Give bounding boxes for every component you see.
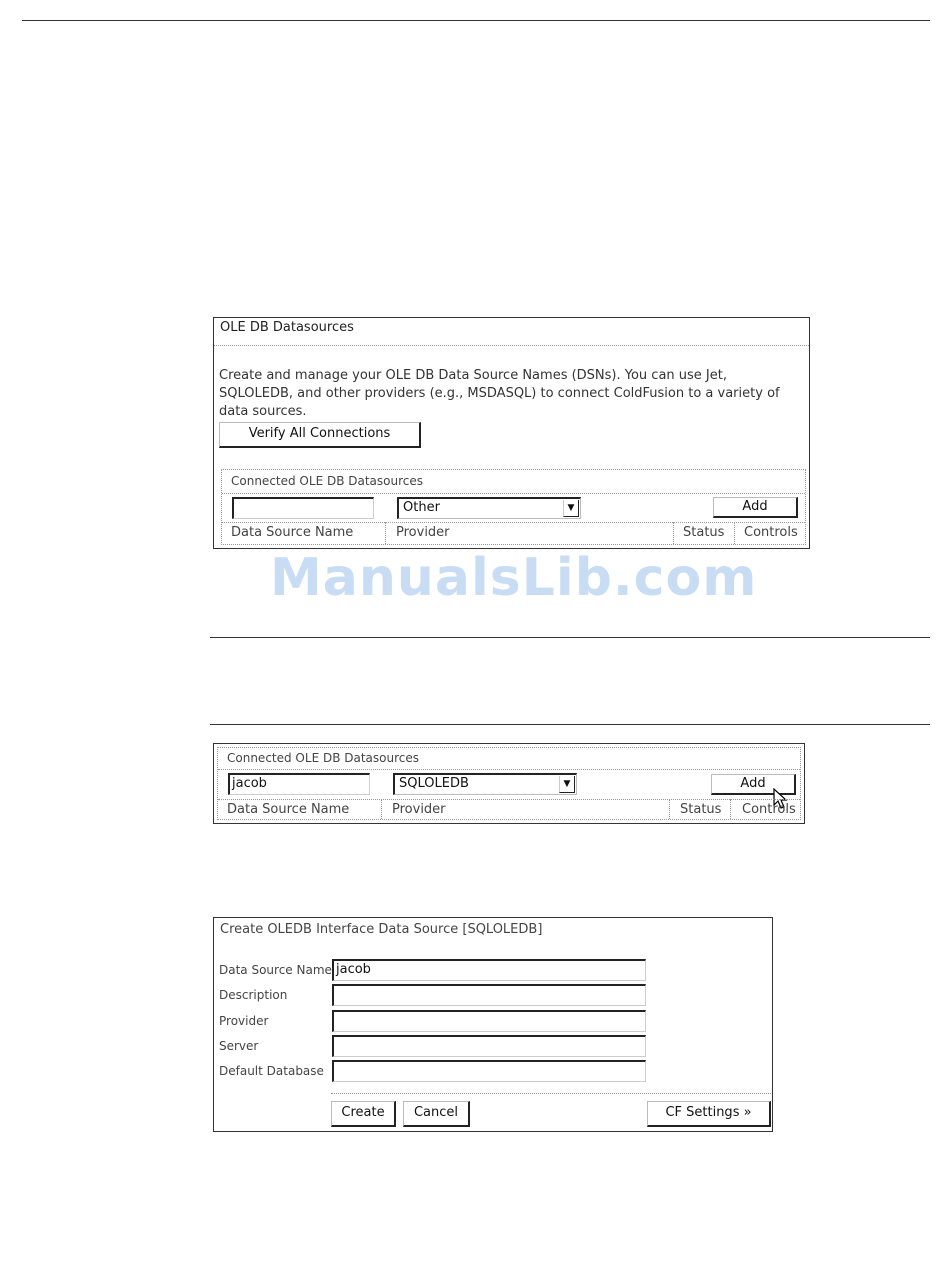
data-source-name-input[interactable] [332,959,646,981]
field-label-provider: Provider [219,1014,269,1028]
chevron-down-icon: ▼ [563,500,579,517]
col-data-source-name: Data Source Name [227,802,350,817]
button-bar-divider [331,1093,771,1094]
ole-datasources-panel [213,317,810,549]
provider-input[interactable] [332,1010,646,1032]
selected-provider: SQLOLEDB [399,776,469,791]
panel-title: OLE DB Datasources [220,320,354,335]
group-title: Connected OLE DB Datasources [231,474,423,488]
field-label-server: Server [219,1039,259,1053]
connected-datasources-group [217,747,801,820]
col-controls: Controls [744,525,798,540]
col-status: Status [680,802,722,817]
col-controls: Controls [742,802,796,817]
group-title: Connected OLE DB Datasources [227,751,419,765]
panel-description: Create and manage your OLE DB Data Source Names (DSNs). You can use Jet, SQLOLEDB, and other providers (e.g., MSDASQL) to connect ColdFusion to a variety of data sources. [219,368,780,419]
default-database-input[interactable] [332,1060,646,1082]
row-divider [222,522,805,523]
datasource-name-input[interactable] [228,773,370,795]
group-divider [218,769,800,770]
provider-select[interactable] [397,497,581,519]
add-button[interactable]: Add [713,497,798,518]
provider-select[interactable] [393,773,577,795]
chevron-down-icon: ▼ [559,776,575,793]
col-sep-1 [381,799,382,819]
panel-title: Create OLEDB Interface Data Source [SQLOLEDB] [220,922,543,937]
cancel-button[interactable]: Cancel [403,1101,470,1127]
col-provider: Provider [392,802,446,817]
datasource-name-input[interactable] [232,497,374,519]
create-datasource-panel [213,917,773,1132]
title-divider [214,345,809,346]
selected-provider: Other [403,500,440,515]
add-button[interactable]: Add [711,774,796,795]
field-label-description: Description [219,988,288,1002]
input-value: jacob [232,776,267,791]
col-sep-1 [385,522,386,544]
col-sep-3 [730,799,731,819]
field-label-data-source-name: Data Source Name [219,963,332,977]
create-button[interactable]: Create [331,1101,396,1127]
field-label-default-database: Default Database [219,1064,324,1078]
section-rule-2 [210,724,930,725]
col-provider: Provider [396,525,450,540]
section-rule-1 [210,637,930,638]
connected-datasources-group [221,469,806,545]
watermark: ManualsLib.com [270,548,758,608]
connected-datasources-panel [213,743,805,824]
col-data-source-name: Data Source Name [231,525,354,540]
description-input[interactable] [332,984,646,1006]
server-input[interactable] [332,1035,646,1057]
input-value: jacob [336,962,371,977]
group-divider [222,493,805,494]
verify-all-connections-button[interactable]: Verify All Connections [219,422,421,448]
col-sep-2 [673,522,674,544]
cf-settings-button[interactable]: CF Settings » [647,1101,771,1127]
page-top-rule [22,20,930,21]
col-sep-3 [734,522,735,544]
col-status: Status [683,525,725,540]
row-divider [218,799,800,800]
col-sep-2 [669,799,670,819]
